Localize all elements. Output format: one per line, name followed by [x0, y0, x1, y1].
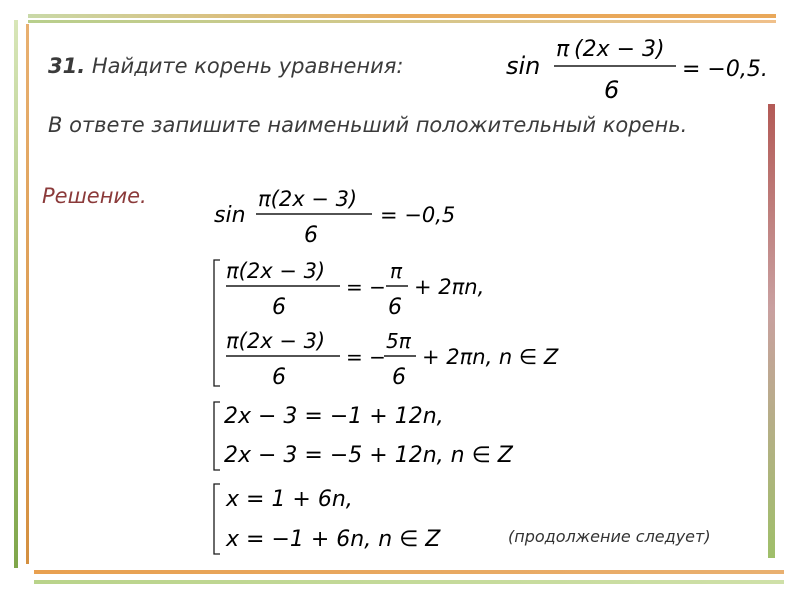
- step2a-eq: = −: [346, 275, 386, 299]
- solution-label: Решение.: [42, 184, 147, 208]
- frame-top-bar: [28, 14, 776, 18]
- eq-den: 6: [604, 76, 620, 104]
- step1-rhs: = −0,5: [380, 203, 456, 227]
- step4-bracket: [214, 484, 220, 554]
- step1-num: π(2x − 3): [258, 187, 358, 211]
- frame-left-bar: [14, 20, 18, 568]
- frame-bottom-bar: [34, 570, 784, 574]
- step3a-text: 2x − 3 = −1 + 12n,: [224, 404, 444, 429]
- problem-equation: [500, 28, 780, 108]
- continuation-note: (продолжение следует): [508, 527, 711, 546]
- step2b-den: 6: [272, 365, 286, 390]
- eq-func: sin: [506, 52, 541, 80]
- frame-left-bar-inner: [26, 24, 29, 564]
- step2b-num: π(2x − 3): [226, 329, 326, 353]
- frame-right-bar: [768, 104, 775, 558]
- step3-bracket: [214, 402, 220, 470]
- eq-rhs: = −0,5.: [682, 57, 768, 82]
- problem-statement: [48, 54, 404, 78]
- eq-num-pi: π: [556, 37, 570, 62]
- task-text: В ответе запишите наименьший положительный корень.: [48, 113, 688, 137]
- step1-den: 6: [304, 223, 318, 248]
- step2b-tail: + 2πn, n ∈ Z: [422, 345, 559, 369]
- step-2a: [226, 259, 484, 320]
- step2b-rnum: 5π: [386, 329, 411, 353]
- eq-num-paren: (2x − 3): [574, 37, 665, 62]
- step4b-text: x = −1 + 6n, n ∈ Z: [226, 527, 441, 552]
- step-1: [214, 187, 455, 248]
- step2a-tail: + 2πn,: [414, 275, 485, 299]
- solution-steps: [200, 180, 720, 560]
- step2a-rden: 6: [388, 295, 402, 320]
- step-2b: [226, 329, 559, 390]
- problem-text: Найдите корень уравнения:: [91, 54, 404, 78]
- step2a-num: π(2x − 3): [226, 259, 326, 283]
- frame-bottom-bar-inner: [34, 580, 784, 584]
- problem-number: 31.: [48, 54, 86, 78]
- step3b-text: 2x − 3 = −5 + 12n, n ∈ Z: [224, 443, 513, 468]
- frame-top-bar-inner: [28, 20, 776, 23]
- step2b-rden: 6: [392, 365, 406, 390]
- step2b-eq: = −: [346, 345, 386, 369]
- step4a-text: x = 1 + 6n,: [226, 487, 353, 512]
- step2-bracket: [214, 260, 220, 386]
- step2a-den: 6: [272, 295, 286, 320]
- step2a-rnum: π: [390, 259, 403, 283]
- step1-func: sin: [214, 203, 246, 228]
